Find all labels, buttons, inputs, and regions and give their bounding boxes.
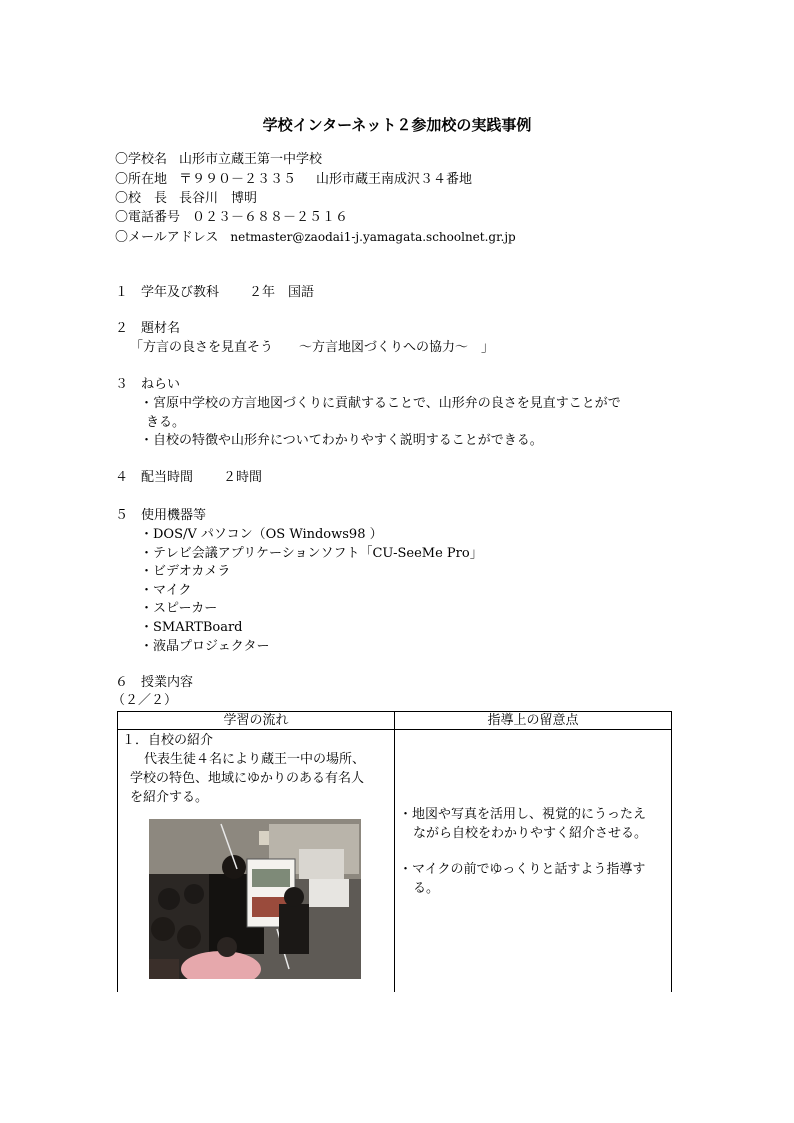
school-name-row bbox=[115, 151, 322, 169]
section-3-heading: ３ ねらい bbox=[115, 377, 181, 392]
section-2-heading: ２ 題材名 bbox=[115, 321, 181, 336]
email-value: netmaster@zaodai1-j.yamagata.schoolnet.gr.jp bbox=[230, 230, 516, 244]
equipment-item: ・マイク bbox=[140, 583, 192, 598]
address-postal: 〒９９０－２３３５ bbox=[179, 172, 297, 187]
section-4-heading: ４ 配当時間 bbox=[115, 470, 194, 485]
step-heading: １．自校の紹介 bbox=[122, 733, 214, 748]
photo-illustration bbox=[149, 819, 361, 979]
column-header-teaching-notes: 指導上の留意点 bbox=[395, 712, 672, 730]
equipment-item: ・ビデオカメラ bbox=[140, 564, 231, 579]
school-name-value: 山形市立蔵王第一中学校 bbox=[179, 152, 323, 167]
phone-value: ０２３－６８８－２５１６ bbox=[192, 210, 349, 225]
section-2-value: 「方言の良さを見直そう ～方言地図づくりへの協力～ 」 bbox=[130, 340, 495, 355]
equipment-item: ・SMARTBoard bbox=[140, 620, 243, 635]
section-3-item-1-line-1: ・宮原中学校の方言地図づくりに貢献することで、山形弁の良さを見直すことがで bbox=[140, 396, 621, 411]
table-header-row bbox=[118, 712, 672, 730]
step-description-line: 代表生徒４名により蔵王一中の場所、 bbox=[144, 752, 366, 767]
principal-row bbox=[115, 190, 257, 208]
section-3-item-1-line-2: きる。 bbox=[146, 415, 186, 430]
teaching-note-line: ・マイクの前でゆっくりと話すよう指導す bbox=[399, 862, 646, 877]
teaching-note-line: ながら自校をわかりやすく紹介させる。 bbox=[413, 826, 648, 841]
teaching-notes-cell bbox=[395, 730, 672, 993]
equipment-item: ・テレビ会議アプリケーションソフト「CU-SeeMe Pro」 bbox=[140, 546, 483, 561]
phone-row bbox=[115, 209, 348, 227]
phone-label: 〇電話番号 bbox=[115, 210, 181, 225]
email-label: 〇メールアドレス bbox=[115, 230, 219, 245]
section-6-subheading: （２／２） bbox=[112, 693, 178, 708]
principal-value: 長谷川 博明 bbox=[179, 191, 258, 206]
section-1 bbox=[115, 284, 314, 302]
class-presentation-photo bbox=[149, 819, 361, 979]
equipment-item: ・スピーカー bbox=[140, 601, 218, 616]
column-header-learning-flow: 学習の流れ bbox=[118, 712, 395, 730]
principal-label: 〇校 長 bbox=[115, 191, 168, 206]
address-value: 山形市蔵王南成沢３４番地 bbox=[316, 172, 473, 187]
section-6-heading: ６ 授業内容 bbox=[115, 675, 194, 690]
section-3-item-2: ・自校の特徴や山形弁についてわかりやすく説明することができる。 bbox=[140, 433, 543, 448]
table-row bbox=[118, 730, 672, 993]
learning-flow-cell bbox=[118, 730, 395, 993]
section-4-value: ２時間 bbox=[223, 470, 263, 485]
lesson-table bbox=[117, 711, 672, 992]
address-row bbox=[115, 171, 472, 189]
equipment-item: ・液晶プロジェクター bbox=[140, 639, 270, 654]
equipment-item: ・DOS/V パソコン（OS Windows98 ） bbox=[140, 527, 383, 542]
section-1-heading: １ 学年及び教科 bbox=[115, 285, 220, 300]
email-row bbox=[115, 228, 516, 247]
section-4 bbox=[115, 469, 262, 487]
page-title: 学校インターネット２参加校の実践事例 bbox=[262, 116, 532, 134]
section-1-value: ２年 国語 bbox=[249, 285, 315, 300]
step-description-line: を紹介する。 bbox=[130, 790, 209, 805]
step-description-line: 学校の特色、地域にゆかりのある有名人 bbox=[130, 771, 365, 786]
address-label: 〇所在地 bbox=[115, 172, 168, 187]
section-5-heading: ５ 使用機器等 bbox=[115, 508, 207, 523]
teaching-note-line: る。 bbox=[413, 881, 440, 896]
school-name-label: 〇学校名 bbox=[115, 152, 168, 167]
teaching-note-line: ・地図や写真を活用し、視覚的にうったえ bbox=[399, 807, 647, 822]
